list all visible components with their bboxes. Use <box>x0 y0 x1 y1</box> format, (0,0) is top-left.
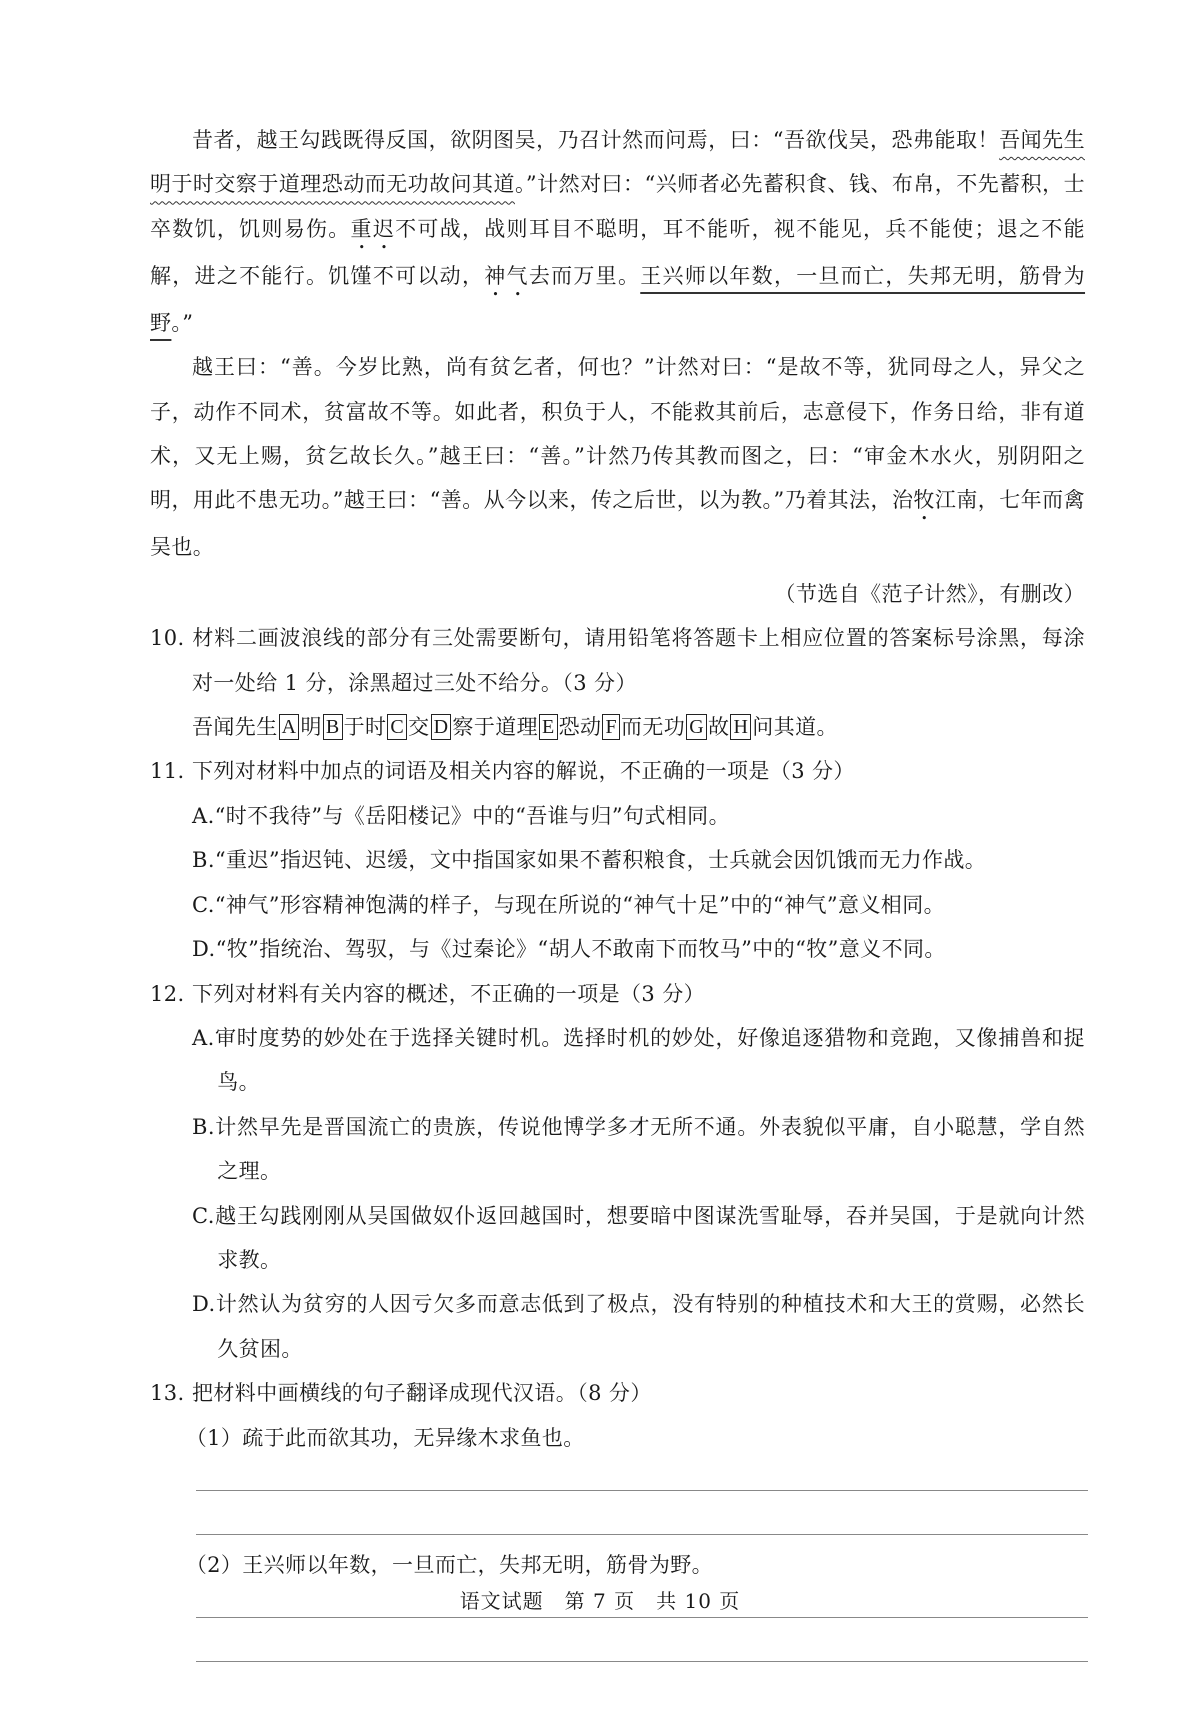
question-number: 10. <box>150 626 185 651</box>
passage-text: 江南，七年而禽吴也。 <box>150 488 1085 560</box>
passage-text: 。” <box>171 310 194 335</box>
passage-paragraph-2 <box>150 345 1085 570</box>
answer-box-h[interactable]: H <box>730 714 751 740</box>
segment-text: 问其道。 <box>752 715 838 740</box>
passage-text: 。”计然对曰：“兴师者必先蓄积食、钱、布帛，不先蓄积，士卒数饥，饥则易伤。 <box>150 172 1085 241</box>
question-13 <box>150 1371 1085 1415</box>
punctuation-sequence <box>192 705 1085 749</box>
answer-box-g[interactable]: G <box>686 714 707 740</box>
segment-text: 故 <box>708 715 730 740</box>
answer-box-f[interactable]: F <box>602 714 620 740</box>
segment-text: 明 <box>300 715 322 740</box>
dotted-word-zhongchi: 重迟 <box>350 216 396 241</box>
passage-text: 不可战，战则耳目不聪明，耳不能听，视不能见，兵不能使；退之不能解，进之不能行。饥馑不可以动， <box>150 216 1085 288</box>
subquestion-13-1: （1）疏于此而欲其功，无异缘木求鱼也。 <box>185 1425 585 1450</box>
option-12-b[interactable]: B.计然早先是晋国流亡的贵族，传说他博学多才无所不通。外表貌似平庸，自小聪慧，学自然之理。 <box>192 1114 1085 1184</box>
question-text: 把材料中画横线的句子翻译成现代汉语。（8 分） <box>192 1381 652 1406</box>
underlined-sentence: 王兴师以年数，一旦而亡，失邦无明，筋骨为野 <box>150 263 1086 335</box>
option-11-d[interactable]: D.“牧”指统治、驾驭，与《过秦论》“胡人不敢南下而牧马”中的“牧”意义不同。 <box>192 937 946 962</box>
passage-source: （节选自《范子计然》，有删改） <box>774 581 1085 606</box>
answer-line[interactable] <box>196 1661 1088 1662</box>
wavy-underlined-sentence: 吾闻先生明于时交察于道理恐动而无功故问其道 <box>150 128 1085 197</box>
answer-box-c[interactable]: C <box>387 714 407 740</box>
page-footer: 语文试题 第 7 页 共 10 页 <box>459 1589 741 1613</box>
answer-box-d[interactable]: D <box>431 714 452 740</box>
passage-text: 越王曰：“善。今岁比熟，尚有贫乞者，何也？”计然对曰：“是故不等，犹同母之人，异父之子，动作不同术，贫富故不等。如此者，积负于人，不能救其前后，志意侵下，作务日给，非有道术，又无上赐，贫乞故长久。”越王曰：“善。”计然乃传其教而图之，曰：“审金木水火，别阴阳之明，用此不患无功。”越王曰：“善。从今以来，传之后世，以为教。”乃着其法，治 <box>150 355 1085 513</box>
option-12-d[interactable]: D.计然认为贫穷的人因亏欠多而意志低到了极点，没有特别的种植技术和大王的赏赐，必然长久贫困。 <box>192 1292 1085 1361</box>
answer-box-b[interactable]: B <box>323 714 343 740</box>
question-number: 11. <box>150 759 185 784</box>
page-content <box>150 118 1085 1662</box>
option-11-a[interactable]: A.“时不我待”与《岳阳楼记》中的“吾谁与归”句式相同。 <box>192 803 730 828</box>
question-text: 材料二画波浪线的部分有三处需要断句，请用铅笔将答题卡上相应位置的答案标号涂黑，每涂对一处给 1 分，涂黑超过三处不给分。（3 分） <box>192 626 1085 695</box>
option-11-c[interactable]: C.“神气”形容精神饱满的样子，与现在所说的“神气十足”中的“神气”意义相同。 <box>192 892 946 917</box>
segment-text: 交 <box>408 715 430 740</box>
answer-box-e[interactable]: E <box>539 714 558 740</box>
question-text: 下列对材料中加点的词语及相关内容的解说，不正确的一项是（3 分） <box>192 759 855 784</box>
question-11 <box>150 749 1085 793</box>
segment-text: 察于道理 <box>452 715 539 740</box>
answer-box-a[interactable]: A <box>279 714 300 740</box>
question-number: 12. <box>150 981 185 1006</box>
passage-paragraph-1 <box>150 118 1085 345</box>
segment-text: 于时 <box>343 715 387 740</box>
dotted-word-mu: 牧 <box>913 488 935 513</box>
question-10 <box>150 616 1085 705</box>
option-12-a[interactable]: A.审时度势的妙处在于选择关键时机。选择时机的妙处，好像追逐猎物和竞跑，又像捕兽和捉鸟。 <box>192 1025 1085 1095</box>
segment-text: 恐动 <box>558 715 602 740</box>
passage-text: 去而万里。 <box>528 263 641 288</box>
segment-text: 而无功 <box>621 715 686 740</box>
passage-text: 昔者，越王勾践既得反国，欲阴图吴，乃召计然而问焉，曰：“吾欲伐吴，恐弗能取！ <box>192 128 1000 152</box>
question-number: 13. <box>150 1381 185 1406</box>
question-text: 下列对材料有关内容的概述，不正确的一项是（3 分） <box>192 981 706 1006</box>
option-12-c[interactable]: C.越王勾践刚刚从吴国做奴仆返回越国时，想要暗中图谋洗雪耻辱，吞并吴国，于是就向计然求教。 <box>192 1203 1085 1272</box>
segment-text: 吾闻先生 <box>192 715 278 740</box>
subquestion-13-2: （2）王兴师以年数，一旦而亡，失邦无明，筋骨为野。 <box>185 1552 714 1577</box>
option-11-b[interactable]: B.“重迟”指迟钝、迟缓，文中指国家如果不蓄积粮食，士兵就会因饥饿而无力作战。 <box>192 848 987 873</box>
dotted-word-shenqi: 神气 <box>484 263 529 288</box>
question-12 <box>150 972 1085 1016</box>
